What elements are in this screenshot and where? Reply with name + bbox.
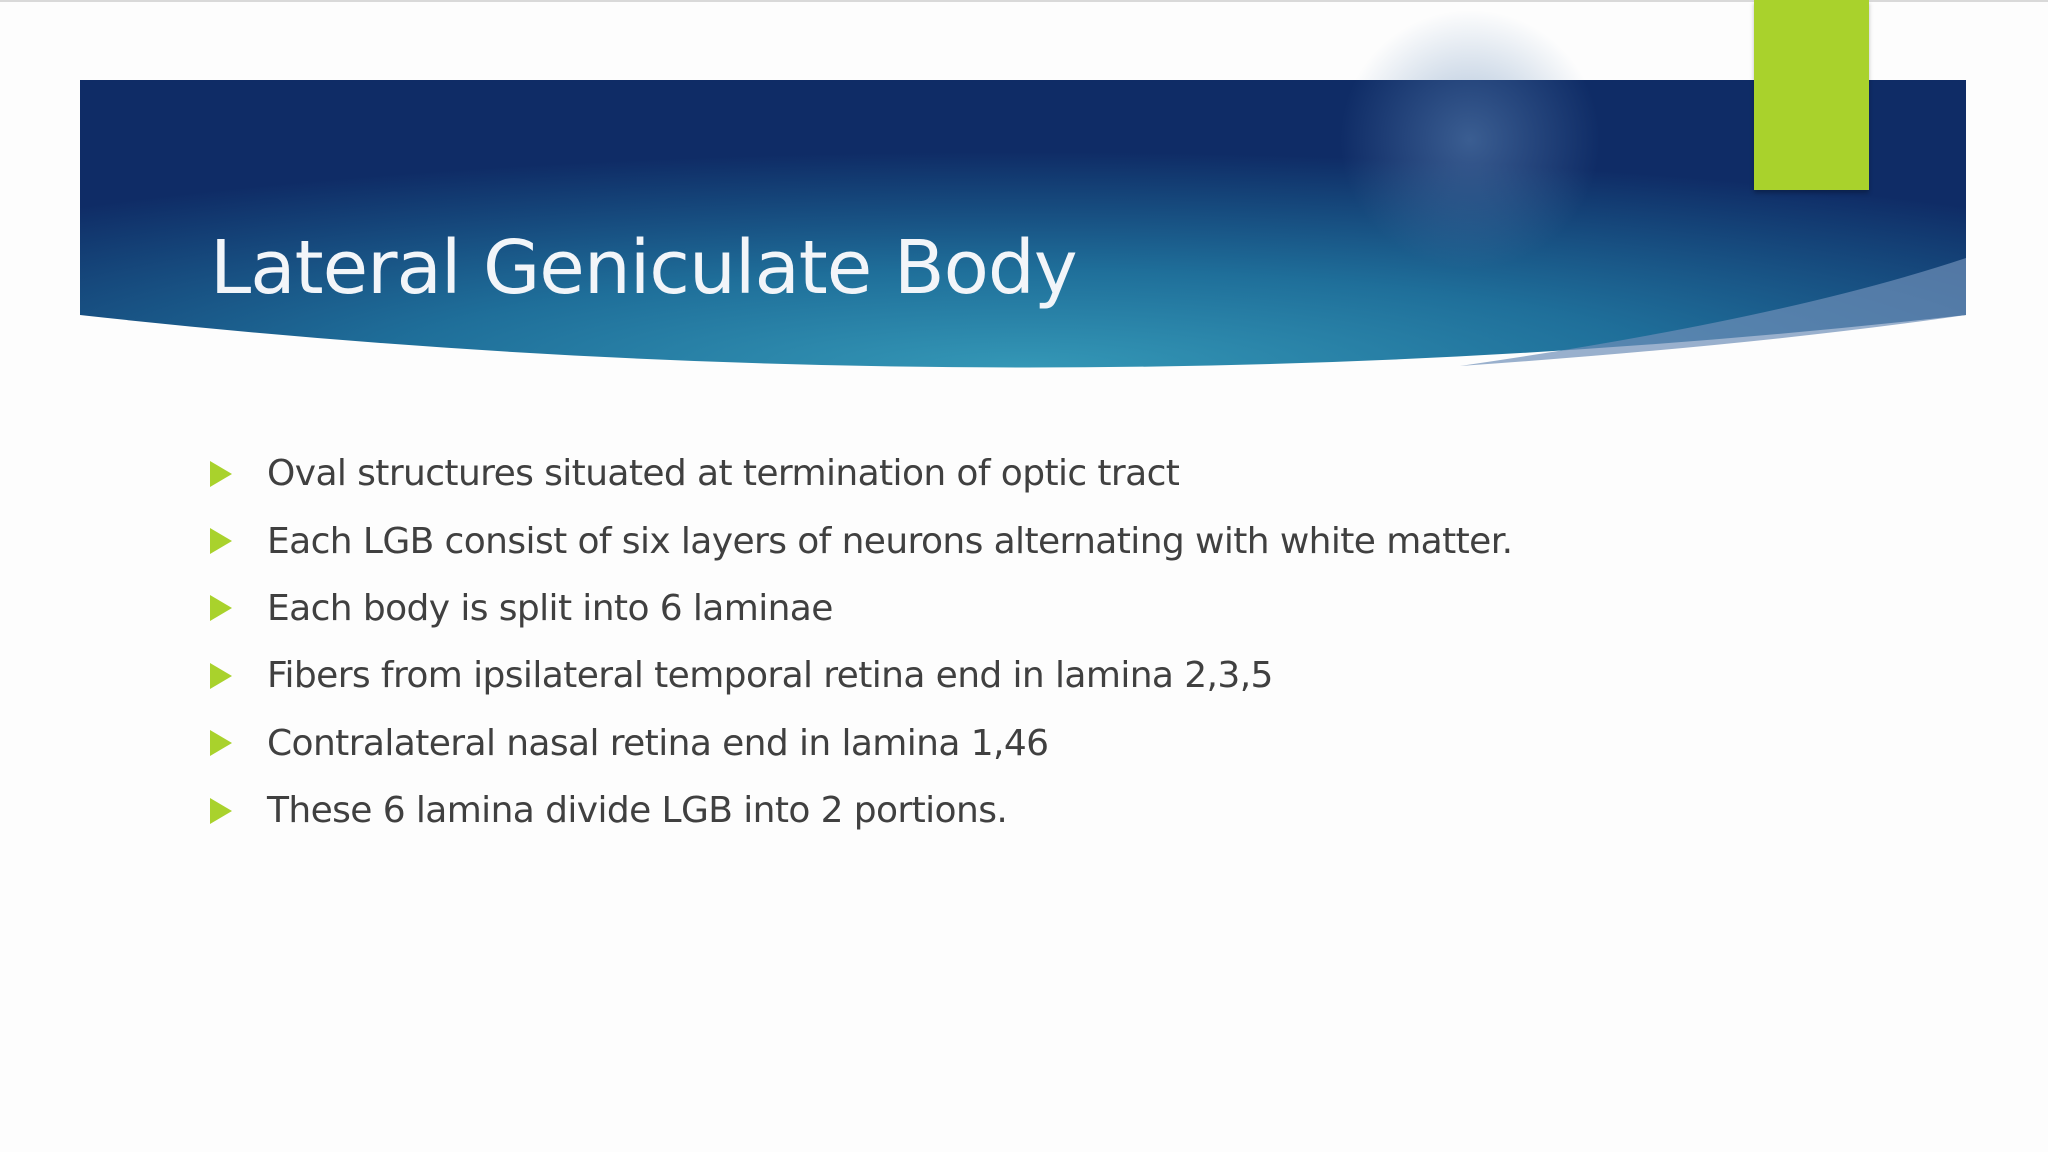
list-item — [210, 710, 1512, 777]
list-item — [210, 440, 1512, 507]
bullet-text: Fibers from ipsilateral temporal retina end in lamina 2,3,5 — [267, 655, 1273, 697]
banner-glow — [1340, 10, 1600, 270]
bullet-text: Each LGB consist of six layers of neurons alternating with white matter. — [267, 520, 1513, 562]
triangle-right-icon — [210, 730, 232, 756]
accent-tab — [1754, 0, 1869, 190]
triangle-right-icon — [210, 461, 232, 487]
list-item — [210, 777, 1512, 844]
list-item — [210, 642, 1512, 709]
triangle-right-icon — [210, 595, 232, 621]
bullet-text: Each body is split into 6 laminae — [267, 587, 833, 629]
list-item — [210, 507, 1512, 574]
list-item — [210, 575, 1512, 642]
triangle-right-icon — [210, 663, 232, 689]
bullet-text: These 6 lamina divide LGB into 2 portions. — [267, 790, 1008, 832]
slide-title: Lateral Geniculate Body — [210, 224, 1077, 311]
bullet-list — [210, 440, 1512, 844]
triangle-right-icon — [210, 798, 232, 824]
bullet-text: Contralateral nasal retina end in lamina 1,46 — [267, 722, 1049, 764]
title-banner — [0, 0, 2048, 400]
bullet-text: Oval structures situated at termination of optic tract — [267, 453, 1180, 495]
triangle-right-icon — [210, 528, 232, 554]
